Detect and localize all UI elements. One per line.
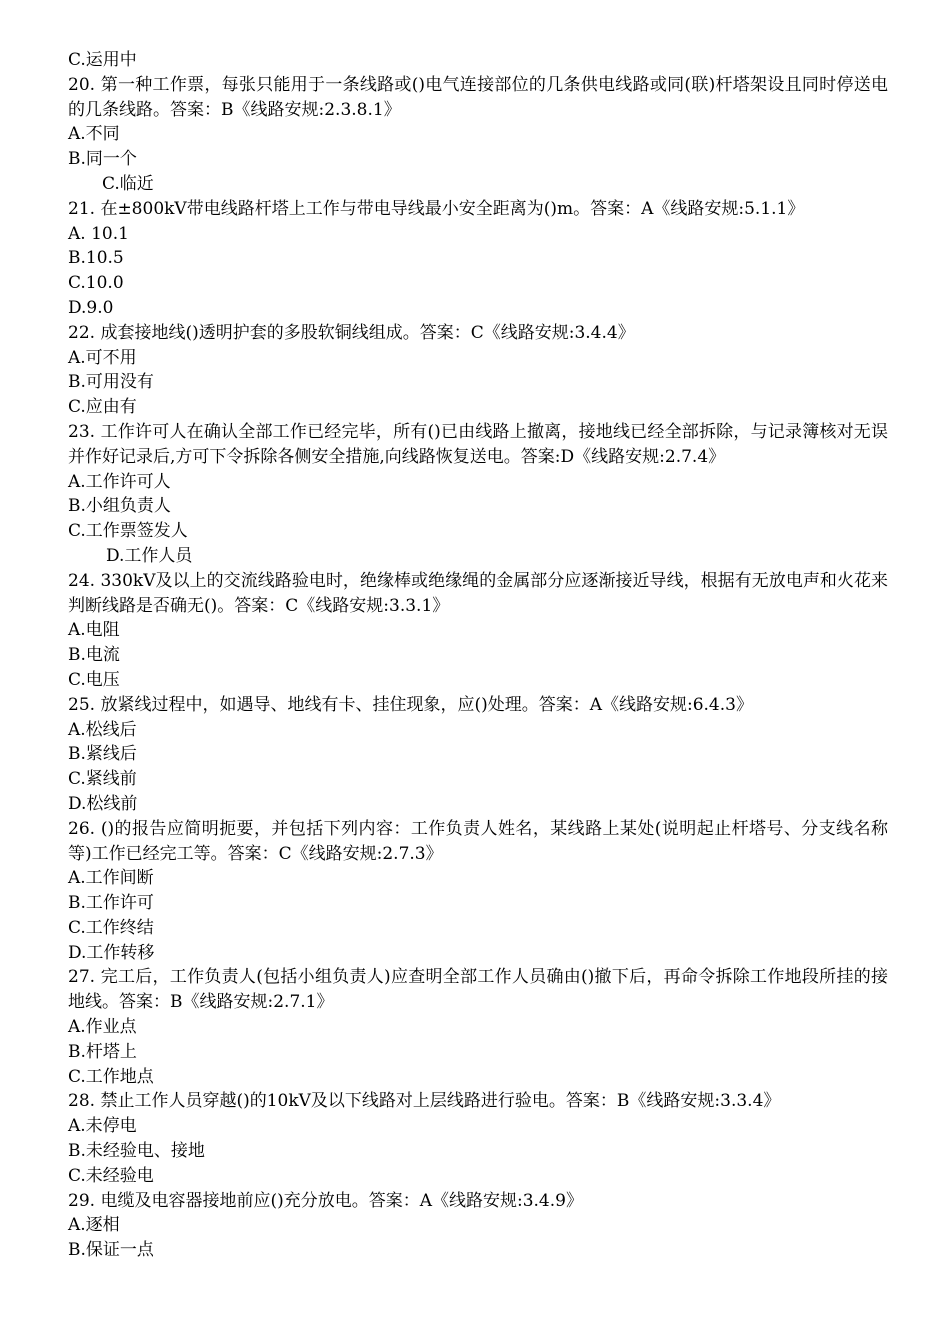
document-page: [68, 48, 888, 1263]
option-text: A.松线后: [68, 719, 137, 740]
option-text: B.保证一点: [68, 1240, 154, 1261]
question-25: 25. 放紧线过程中，如遇导、地线有卡、挂住现象，应()处理。答案：A《线路安规:6.4.3》: [68, 694, 753, 715]
option-text: A.未停电: [68, 1116, 137, 1137]
question-23: 23. 工作许可人在确认全部工作已经完毕，所有()已由线路上撤离，接地线已经全部拆除，与记录簿核对无误并作好记录后,方可下令拆除各侧安全措施,向线路恢复送电。答案:D《线路安规:2.7.4》: [68, 421, 888, 467]
option-text: B.小组负责人: [68, 496, 171, 517]
question-26: 26. ()的报告应简明扼要，并包括下列内容：工作负责人姓名，某线路上某处(说明起止杆塔号、分支线名称等)工作已经完工等。答案：C《线路安规:2.7.3》: [68, 818, 888, 864]
option-text: A.逐相: [68, 1215, 120, 1236]
option-text: C.未经验电: [68, 1165, 154, 1186]
option-text: A.可不用: [68, 347, 137, 368]
question-27: 27. 完工后，工作负责人(包括小组负责人)应查明全部工作人员确由()撤下后，再命令拆除工作地段所挂的接地线。答案：B《线路安规:2.7.1》: [68, 967, 888, 1013]
option-text: C.工作终结: [68, 917, 154, 938]
question-21: 21. 在±800kV带电线路杆塔上工作与带电导线最小安全距离为()m。答案：A《线路安规:5.1.1》: [68, 198, 805, 219]
option-text: C.10.0: [68, 273, 124, 294]
option-text: C.工作地点: [68, 1066, 154, 1087]
question-24: 24. 330kV及以上的交流线路验电时，绝缘棒或绝缘绳的金属部分应逐渐接近导线，根据有无放电声和火花来判断线路是否确无()。答案：C《线路安规:3.3.1》: [68, 570, 888, 616]
option-text: A.工作许可人: [68, 471, 171, 492]
question-22: 22. 成套接地线()透明护套的多股软铜线组成。答案：C《线路安规:3.4.4》: [68, 322, 635, 343]
option-text: B.电流: [68, 645, 120, 666]
option-text: C.临近: [102, 173, 154, 194]
option-text: B.同一个: [68, 149, 137, 170]
option-text: B.紧线后: [68, 744, 137, 765]
option-text: A.作业点: [68, 1017, 137, 1038]
option-text: B.杆塔上: [68, 1041, 137, 1062]
option-text: A.电阻: [68, 620, 120, 641]
option-text: C.应由有: [68, 397, 137, 418]
option-text: B.可用没有: [68, 372, 154, 393]
option-text: C.运用中: [68, 50, 137, 70]
option-text: D.工作转移: [68, 942, 155, 963]
option-text: D.工作人员: [106, 545, 193, 566]
option-text: B.未经验电、接地: [68, 1141, 205, 1162]
option-text: C.紧线前: [68, 769, 137, 790]
question-29: 29. 电缆及电容器接地前应()充分放电。答案：A《线路安规:3.4.9》: [68, 1190, 583, 1211]
option-text: C.工作票签发人: [68, 521, 188, 542]
question-28: 28. 禁止工作人员穿越()的10kV及以下线路对上层线路进行验电。答案：B《线路安规:3.3.4》: [68, 1091, 781, 1112]
option-text: A.工作间断: [68, 868, 154, 889]
option-text: D.9.0: [68, 297, 114, 318]
option-text: C.电压: [68, 669, 120, 690]
option-text: B.10.5: [68, 248, 124, 269]
question-20: 20. 第一种工作票，每张只能用于一条线路或()电气连接部位的几条供电线路或同(联)杆塔架设且同时停送电的几条线路。答案：B《线路安规:2.3.8.1》: [68, 74, 888, 120]
option-text: A.不同: [68, 124, 120, 145]
option-text: D.松线前: [68, 793, 138, 814]
option-text: A. 10.1: [68, 223, 129, 244]
option-text: B.工作许可: [68, 893, 154, 914]
